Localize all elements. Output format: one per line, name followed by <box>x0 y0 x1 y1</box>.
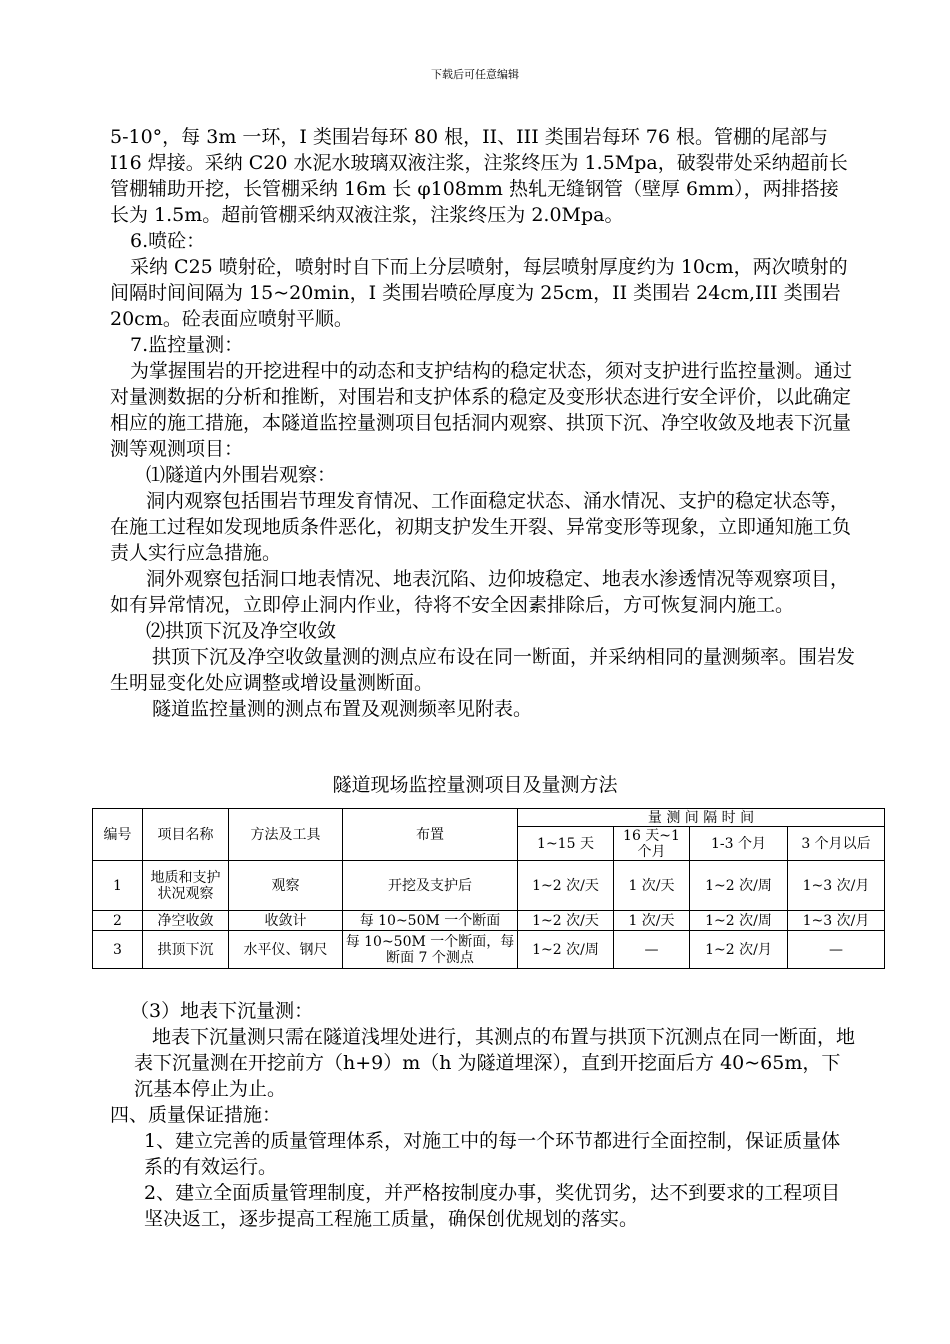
header-interval-3: 1-3 个月 <box>690 827 788 861</box>
header-interval-4: 3 个月以后 <box>788 827 885 861</box>
table-cell: 开挖及支护后 <box>343 861 518 911</box>
list-item: 1、建立完善的质量管理体系，对施工中的每一个环节都进行全面控制，保证质量体系的有效运行。 <box>144 1130 841 1178</box>
table-cell: 每 10~50M 一个断面，每断面 7 个测点 <box>343 931 518 969</box>
header-interval-1: 1~15 天 <box>518 827 614 861</box>
table-row <box>93 931 885 969</box>
subsection-heading: ⑵拱顶下沉及净空收敛 <box>146 620 337 642</box>
paragraph: 采纳 C25 喷射砼，喷射时自下而上分层喷射，每层喷射厚度约为 10cm，两次喷射的间隔时间间隔为 15~20min，I 类围岩喷砼厚度为 25cm，II 类围岩 24cm,III 类围岩 20cm。砼表面应喷射平顺。 <box>110 256 848 330</box>
paragraph: 5-10°，每 3m 一环，I 类围岩每环 80 根，II、III 类围岩每环 76 根。管棚的尾部与 I16 焊接。采纳 C20 水泥水玻璃双液注浆，注浆终压为 1.5Mpa，破裂带处采纳超前长管棚辅助开挖，长管棚采纳 16m 长 φ108mm 热轧无缝钢管（壁厚 6mm），两排搭接长为 1.5m。超前管棚采纳双液注浆，注浆终压为 2.0Mpa。 <box>110 126 848 226</box>
paragraph: 洞内观察包括围岩节理发育情况、工作面稳定状态、涌水情况、支护的稳定状态等，在施工过程如发现地质条件恶化，初期支护发生开裂、异常变形等现象，立即通知施工负责人实行应急措施。 <box>110 490 852 564</box>
paragraph: 洞外观察包括洞口地表情况、地表沉陷、边仰坡稳定、地表水渗透情况等观察项目，如有异常情况，立即停止洞内作业，待将不安全因素排除后，方可恢复洞内施工。 <box>110 568 850 616</box>
table-cell: 1~2 次/月 <box>690 931 788 969</box>
paragraph: 地表下沉量测只需在隧道浅埋处进行，其测点的布置与拱顶下沉测点在同一断面，地表下沉量测在开挖前方（h+9）m（h 为隧道埋深），直到开挖面后方 40~65m，下沉基本停止为止。 <box>134 1026 856 1100</box>
header-interval-2: 16 天~1 个月 <box>614 827 690 861</box>
table-cell: 1~3 次/月 <box>788 911 885 931</box>
table-cell: 1~3 次/月 <box>788 861 885 911</box>
section-heading: 7.监控量测： <box>130 334 244 356</box>
paragraph: 拱顶下沉及净空收敛量测的测点应布设在同一断面，并采纳相同的量测频率。围岩发生明显变化处应调整或增设量测断面。 <box>110 646 856 694</box>
table-cell: 1~2 次/天 <box>518 861 614 911</box>
table-cell: 1 <box>93 861 143 911</box>
monitoring-table <box>92 808 885 969</box>
section-heading: 四、质量保证措施： <box>110 1104 282 1126</box>
header-method: 方法及工具 <box>229 809 343 861</box>
table-cell: — <box>788 931 885 969</box>
table-cell: 1~2 次/周 <box>690 911 788 931</box>
table-cell: 1~2 次/周 <box>690 861 788 911</box>
table-cell: 1 次/天 <box>614 911 690 931</box>
paragraph: 为掌握围岩的开挖进程中的动态和支护结构的稳定状态，须对支护进行监控量测。通过对量测数据的分析和推断，对围岩和支护体系的稳定及变形状态进行安全评价，以此确定相应的施工措施，本隧道监控量测项目包括洞内观察、拱顶下沉、净空收敛及地表下沉量测等观测项目： <box>110 360 853 460</box>
table-cell: 水平仪、钢尺 <box>229 931 343 969</box>
table-cell: 净空收敛 <box>143 911 229 931</box>
table-cell: 3 <box>93 931 143 969</box>
subsection-heading: ⑴隧道内外围岩观察： <box>146 464 337 486</box>
header-name: 项目名称 <box>143 809 229 861</box>
table-row <box>93 861 885 911</box>
table-cell: 2 <box>93 911 143 931</box>
body-text <box>110 124 856 722</box>
header-layout: 布置 <box>343 809 518 861</box>
table-cell: — <box>614 931 690 969</box>
subsection-heading: （3）地表下沉量测： <box>130 1000 314 1022</box>
table-cell: 1~2 次/周 <box>518 931 614 969</box>
table-cell: 观察 <box>229 861 343 911</box>
table-cell: 收敛计 <box>229 911 343 931</box>
table-cell: 1~2 次/天 <box>518 911 614 931</box>
paragraph: 隧道监控量测的测点布置及观测频率见附表。 <box>152 698 533 720</box>
section-heading: 6.喷砼： <box>130 230 206 252</box>
table-title: 隧道现场监控量测项目及量测方法 <box>332 774 618 796</box>
table-cell: 地质和支护状况观察 <box>143 861 229 911</box>
table-cell: 每 10~50M 一个断面 <box>343 911 518 931</box>
header-interval: 量 测 间 隔 时 间 <box>518 809 885 827</box>
after-table-text <box>110 998 856 1232</box>
page-header: 下载后可任意编辑 <box>431 68 519 81</box>
table-row <box>93 911 885 931</box>
table-header-row <box>93 809 885 827</box>
list-item: 2、建立全面质量管理制度，并严格按制度办事，奖优罚劣，达不到要求的工程项目坚决返工，逐步提高工程施工质量，确保创优规划的落实。 <box>144 1182 841 1230</box>
table-cell: 1 次/天 <box>614 861 690 911</box>
table-cell: 拱顶下沉 <box>143 931 229 969</box>
header-no: 编号 <box>93 809 143 861</box>
